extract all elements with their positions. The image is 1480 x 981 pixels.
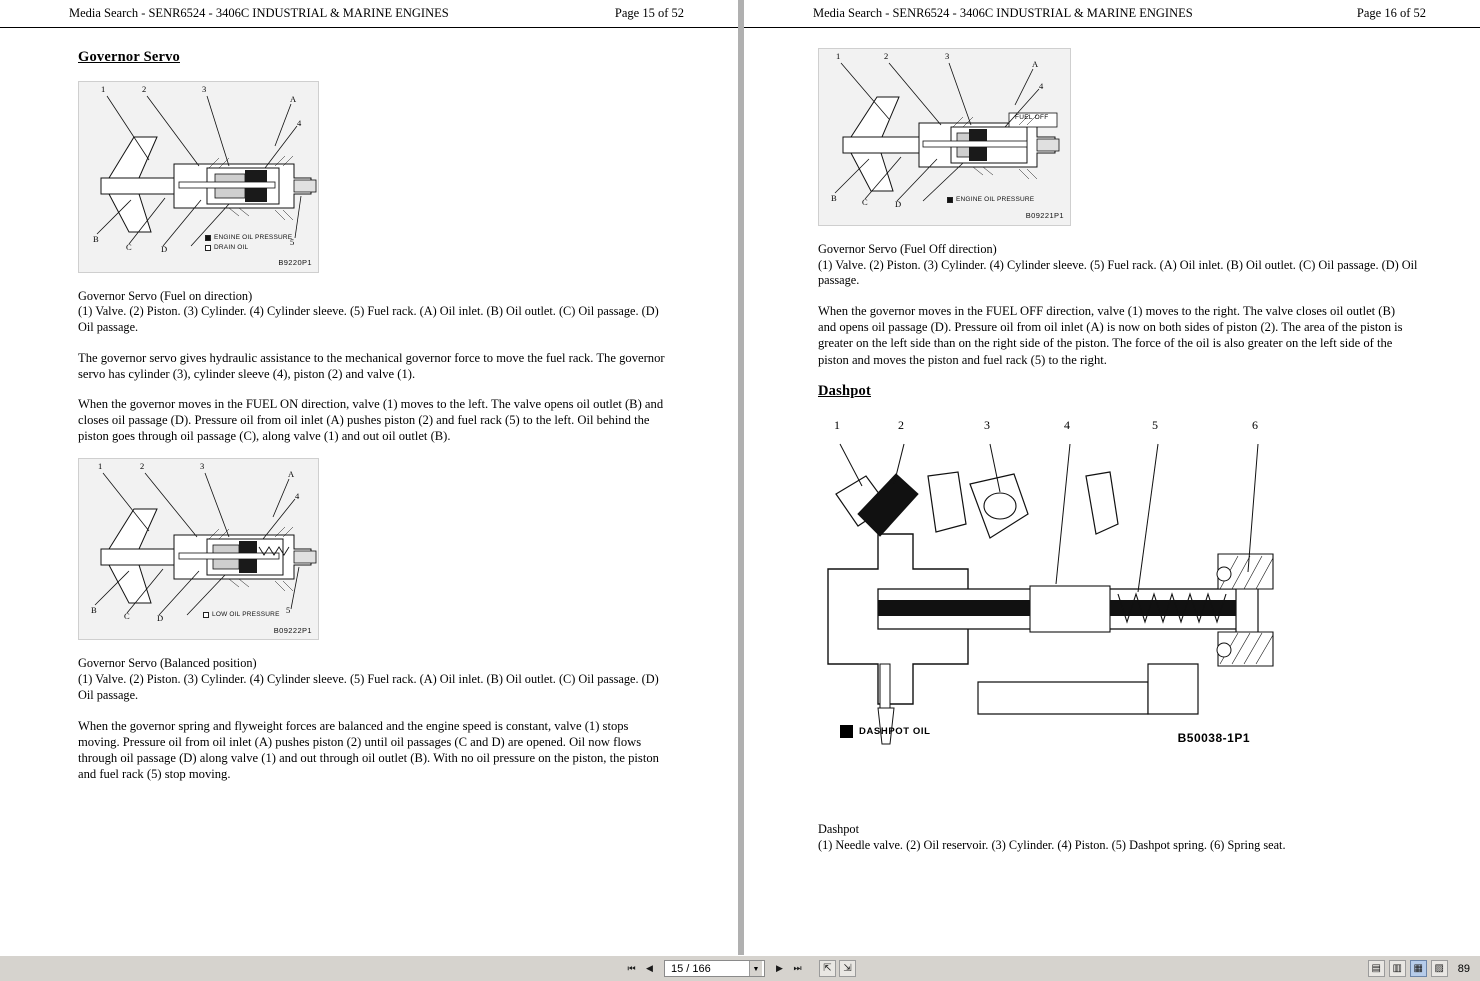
figure-governor-servo-balanced [78,458,319,640]
figure-3-legend [947,196,1034,204]
figure-4-caption-text: (1) Needle valve. (2) Oil reservoir. (3) Cylinder. (4) Piston. (5) Dashpot spring. (6) Spring seat. [818,837,1286,852]
figure-3-callout-b: B [831,193,837,203]
facing-pages-view-icon[interactable]: ▦ [1410,960,1427,977]
figure-1-caption [78,289,668,336]
figure-1-callout-d: D [161,243,168,254]
figure-4-callout-4: 4 [1064,418,1070,433]
figure-3-callout-1: 1 [836,51,841,61]
last-page-icon[interactable]: ⏭ [793,963,802,974]
figure-1-callout-c: C [126,241,132,252]
figure-4-callout-6: 6 [1252,418,1258,433]
figure-4-callout-5: 5 [1152,418,1158,433]
page-number-value: 15 / 166 [671,962,711,975]
figure-1-callout-4: 4 [297,117,302,128]
header-page-left: Page 15 of 52 [614,6,684,20]
legend-swatch-drain-oil [205,245,211,251]
figure-3-callout-c: C [862,197,868,207]
figure-2-callout-4: 4 [295,491,300,502]
figure-2-code: B09222P1 [273,625,312,635]
legend-swatch-dashpot-oil [840,725,853,738]
header-rule-left [0,27,738,28]
legend-label-low-oil-pressure: LOW OIL PRESSURE [212,611,280,619]
figure-1-caption-text: (1) Valve. (2) Piston. (3) Cylinder. (4) Cylinder sleeve. (5) Fuel rack. (A) Oil inlet. (B) Oil outlet. (C) Oil passage. (D) Oil passage. [78,304,659,335]
figure-governor-servo-fuel-on [78,81,319,273]
legend-swatch-low-oil-pressure [203,612,209,618]
figure-3-caption [818,242,1440,289]
fit-width-icon[interactable]: ⇱ [819,960,836,977]
figure-2-callout-c: C [124,611,130,622]
paragraph-fuel-on: When the governor moves in the FUEL ON direction, valve (1) moves to the left. The valve opens oil outlet (B) and closes oil passage (D). Pressure oil from oil inlet (A) pushes piston (2) and fuel rack (5) to the left. Oil behind the piston goes through oil passage (C), along valve (1) and out oil outlet (B). [78,396,664,444]
legend-label-dashpot-oil: DASHPOT OIL [859,725,931,737]
paragraph-servo-overview: The governor servo gives hydraulic assistance to the mechanical governor force to move the fuel rack. The governor servo has cylinder (3), cylinder sleeve (4), piston (2) and valve (1). [78,350,665,381]
viewer-toolbar[interactable] [0,955,1480,981]
legend-label-engine-oil-pressure-2: ENGINE OIL PRESSURE [956,196,1035,203]
figure-4-callout-3: 3 [984,418,990,433]
figure-2-callout-d: D [157,613,164,624]
figure-4-callout-2: 2 [898,418,904,433]
page-header-right [744,6,1480,21]
page-number-field[interactable] [664,960,765,977]
heading-governor-servo: Governor Servo [78,49,180,65]
figure-dashpot [818,414,1278,794]
grid-view-icon[interactable]: ▨ [1431,960,1448,977]
figure-2-legend [203,611,280,619]
figure-1-callout-b: B [93,233,99,244]
figure-4-callout-1: 1 [834,418,840,433]
figure-2-caption [78,656,668,703]
figure-1-callout-5: 5 [290,236,295,247]
figure-3-fuel-off-flag: FUEL OFF [1015,114,1049,121]
figure-2-caption-text: (1) Valve. (2) Piston. (3) Cylinder. (4) Cylinder sleeve. (5) Fuel rack. (A) Oil inlet. (B) Oil outlet. (C) Oil passage. (D) Oil passage. [78,672,659,702]
figure-3-callout-4: 4 [1039,81,1044,91]
paragraph-balanced: When the governor spring and flyweight forces are balanced and the engine speed is constant, valve (1) stops moving. Pressure oil from oil inlet (A) pushes piston (2) until oil passages (C and D) are opened. Oil now flows through oil passage (D) along valve (1) and out through oil outlet (B). With no oil pressure on the piston, the piston and fuel rack (5) stop moving. [78,718,659,781]
legend-swatch-engine-oil-pressure [205,235,211,241]
figure-3-callout-a: A [1032,59,1039,69]
figure-2-caption-title: Governor Servo (Balanced position) [78,656,257,671]
continuous-view-icon[interactable]: ▥ [1389,960,1406,977]
figure-3-callout-d: D [895,199,902,209]
figure-2-callout-1: 1 [98,461,103,472]
single-page-view-icon[interactable]: ▤ [1368,960,1385,977]
figure-2-callout-5: 5 [286,605,291,616]
figure-3-callout-2: 2 [884,51,889,61]
figure-1-legend [205,233,295,253]
page-header-left [0,6,738,21]
figure-3-caption-text: (1) Valve. (2) Piston. (3) Cylinder. (4) Cylinder sleeve. (5) Fuel rack. (A) Oil inlet. (B) Oil outlet. (C) Oil passage. (D) Oil passage. [818,257,1418,288]
figure-2-drawing [79,459,318,639]
header-title-right: Media Search - SENR6524 - 3406C INDUSTRIAL & MARINE ENGINES [813,6,1193,20]
figure-1-callout-1: 1 [101,83,106,94]
figure-4-caption-title: Dashpot [818,822,859,837]
figure-1-caption-title: Governor Servo (Fuel on direction) [78,288,253,303]
figure-2-callout-a: A [288,469,295,480]
header-page-right: Page 16 of 52 [1356,6,1426,20]
figure-2-callout-b: B [91,605,97,616]
page-right[interactable] [744,0,1480,955]
header-rule-right [744,27,1480,28]
figure-governor-servo-fuel-off [818,48,1071,226]
legend-label-engine-oil-pressure: ENGINE OIL PRESSURE [214,233,293,241]
figure-4-code: B50038-1P1 [1177,730,1250,745]
fit-page-icon[interactable]: ⇲ [839,960,856,977]
figure-3-callout-3: 3 [945,51,950,61]
page-right-content [818,48,1440,868]
toolbar-view-group[interactable] [1368,960,1472,977]
toolbar-navigation-group[interactable] [624,960,856,977]
zoom-level-value: 89 [1457,962,1470,975]
heading-dashpot: Dashpot [818,382,871,399]
figure-4-caption [818,822,1440,853]
figure-2-callout-3: 3 [200,461,205,472]
figure-3-caption-title: Governor Servo (Fuel Off direction) [818,242,997,256]
figure-1-callout-a: A [290,93,297,104]
paragraph-fuel-off: When the governor moves in the FUEL OFF direction, valve (1) moves to the right. The valve closes oil outlet (B) and opens oil passage (D). Pressure oil from oil inlet (A) is now on both sides of piston (2). The area of the piston is greater on the left side than on the right side of the piston. The force of the oil is also greater on the left side of the piston and moves the piston and fuel rack (5) to the right. [818,304,1403,367]
next-page-icon[interactable]: ▶ [776,963,783,974]
figure-4-legend [840,725,931,738]
figure-1-callout-2: 2 [142,83,147,94]
legend-swatch-engine-oil-pressure-2 [947,197,953,203]
figure-1-code: B9220P1 [278,257,312,267]
header-title-left: Media Search - SENR6524 - 3406C INDUSTRIAL & MARINE ENGINES [69,6,449,20]
figure-2-callout-2: 2 [140,461,145,472]
previous-page-icon[interactable]: ◀ [646,963,653,974]
page-left-content [78,48,668,796]
page-left[interactable] [0,0,738,955]
figure-3-code: B09221P1 [1025,211,1064,221]
first-page-icon[interactable]: ⏮ [627,963,636,974]
chevron-down-icon[interactable]: ▼ [749,961,762,976]
legend-label-drain-oil: DRAIN OIL [214,243,249,251]
figure-1-callout-3: 3 [202,83,207,94]
